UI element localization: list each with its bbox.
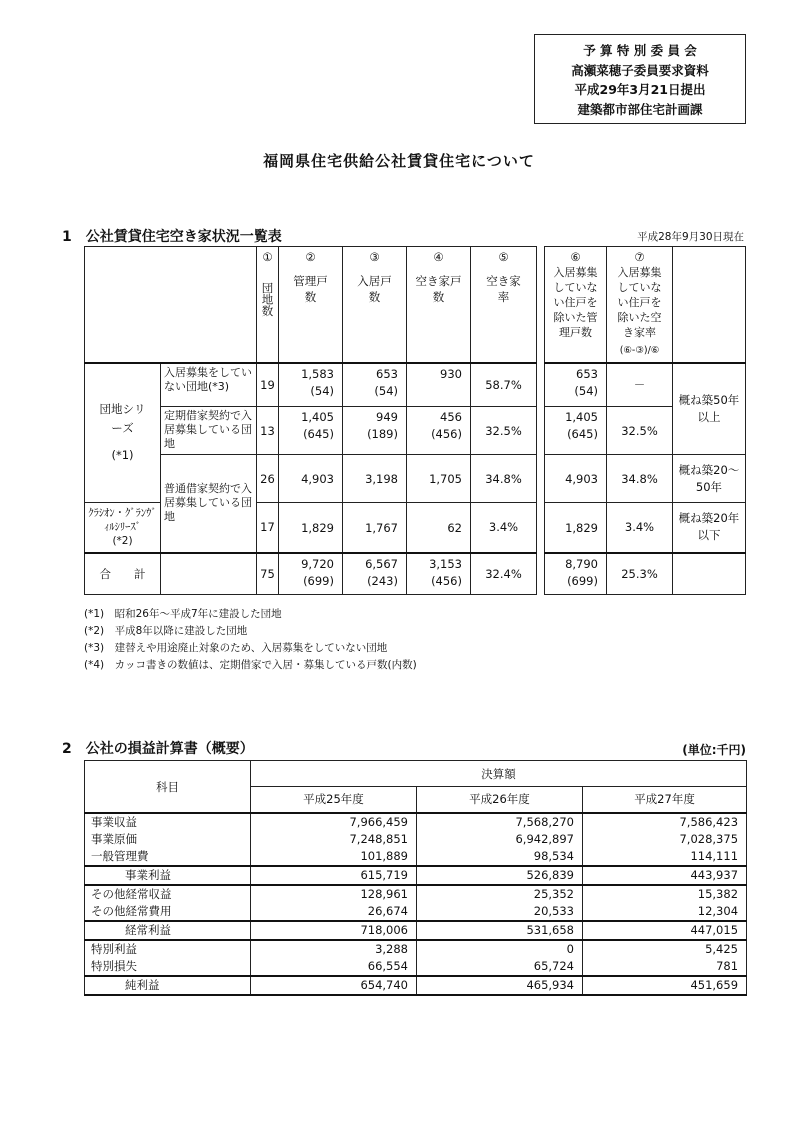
value-cell: 7,028,375 bbox=[583, 831, 747, 848]
value-cell: 7,248,851 bbox=[251, 831, 417, 848]
cell-c6: 1,405 (645) bbox=[545, 407, 607, 455]
submission-stamp bbox=[534, 34, 746, 124]
cell-c5: 3.4% bbox=[471, 503, 537, 553]
group-crasion: ｸﾗｼｵﾝ・ｸﾞﾗﾝｳﾞｨﾙｼﾘｰｽﾞ (*2) bbox=[85, 503, 161, 553]
cell-c4: 62 bbox=[407, 503, 471, 553]
income-statement-table bbox=[84, 760, 747, 996]
value-cell: 5,425 bbox=[583, 940, 747, 958]
cell-c6: 1,829 bbox=[545, 503, 607, 553]
footnote: (*2) 平成8年以降に建設した団地 bbox=[84, 625, 248, 637]
value-cell: 447,015 bbox=[583, 921, 747, 940]
value-cell: 15,382 bbox=[583, 885, 747, 903]
cell-c1: 17 bbox=[257, 503, 279, 553]
cell-c2: 1,405 (645) bbox=[279, 407, 343, 455]
cell-c1: 75 bbox=[257, 553, 279, 595]
header-c7: ⑦ 入居募集していない住戸を除いた空き家率 (⑥-③)/⑥ bbox=[607, 247, 673, 363]
cell-c6: 8,790 (699) bbox=[545, 553, 607, 595]
value-cell: 6,942,897 bbox=[417, 831, 583, 848]
total-label: 合 計 bbox=[85, 553, 161, 595]
header-year: 平成26年度 bbox=[417, 787, 583, 813]
value-cell: 98,534 bbox=[417, 848, 583, 866]
vacancy-table-adjusted bbox=[544, 246, 746, 595]
cell-c6: 653 (54) bbox=[545, 363, 607, 407]
value-cell: 451,659 bbox=[583, 976, 747, 995]
table-row bbox=[545, 503, 746, 553]
value-cell: 25,352 bbox=[417, 885, 583, 903]
value-cell: 615,719 bbox=[251, 866, 417, 885]
value-cell: 718,006 bbox=[251, 921, 417, 940]
value-cell: 66,554 bbox=[251, 958, 417, 976]
row-label: その他経常費用 bbox=[85, 903, 251, 921]
row-label: 特別損失 bbox=[85, 958, 251, 976]
cell-c1: 13 bbox=[257, 407, 279, 455]
cell-c3: 3,198 bbox=[343, 455, 407, 503]
header-year: 平成25年度 bbox=[251, 787, 417, 813]
table-row bbox=[545, 455, 746, 503]
cell-c7: 25.3% bbox=[607, 553, 673, 595]
subtotal-row bbox=[85, 921, 747, 940]
cell-c2: 4,903 bbox=[279, 455, 343, 503]
footnotes bbox=[84, 606, 417, 674]
table-row bbox=[85, 503, 537, 553]
cell-c4: 1,705 bbox=[407, 455, 471, 503]
total-row bbox=[85, 553, 537, 595]
row-label: 事業利益 bbox=[85, 866, 251, 885]
total-blank bbox=[673, 553, 746, 595]
cell-c4: 3,153 (456) bbox=[407, 553, 471, 595]
header-c2: ② 管理戸数 bbox=[279, 247, 343, 363]
row-label: 特別利益 bbox=[85, 940, 251, 958]
value-cell: 128,961 bbox=[251, 885, 417, 903]
value-cell: 781 bbox=[583, 958, 747, 976]
table-row bbox=[85, 885, 747, 903]
row-label: 純利益 bbox=[85, 976, 251, 995]
cell-c2: 1,583 (54) bbox=[279, 363, 343, 407]
age-note: 概ね築50年以上 bbox=[673, 363, 746, 455]
header-age-blank bbox=[673, 247, 746, 363]
value-cell: 114,111 bbox=[583, 848, 747, 866]
group-danchi: 団地シリーズ (*1) bbox=[85, 363, 161, 503]
stamp-committee: 予 算 特 別 委 員 会 bbox=[583, 43, 697, 58]
value-cell: 531,658 bbox=[417, 921, 583, 940]
header-c3: ③ 入居戸数 bbox=[343, 247, 407, 363]
stamp-department: 建築都市部住宅計画課 bbox=[577, 101, 703, 117]
cell-c3: 1,767 bbox=[343, 503, 407, 553]
total-row bbox=[545, 553, 746, 595]
table-row bbox=[85, 958, 747, 976]
vacancy-table-main bbox=[84, 246, 537, 595]
cell-c5: 32.5% bbox=[471, 407, 537, 455]
value-cell: 443,937 bbox=[583, 866, 747, 885]
cell-c3: 6,567 (243) bbox=[343, 553, 407, 595]
value-cell: 101,889 bbox=[251, 848, 417, 866]
header-c6: ⑥ 入居募集していない住戸を除いた管理戸数 bbox=[545, 247, 607, 363]
value-cell: 7,586,423 bbox=[583, 813, 747, 831]
cell-c5: 32.4% bbox=[471, 553, 537, 595]
row-label: その他経常収益 bbox=[85, 885, 251, 903]
table-header-row bbox=[85, 247, 537, 363]
cell-c4: 930 bbox=[407, 363, 471, 407]
row-label: 定期借家契約で入居募集している団地 bbox=[161, 407, 257, 455]
total-blank bbox=[161, 553, 257, 595]
cell-c7: 3.4% bbox=[607, 503, 673, 553]
cell-c7: 34.8% bbox=[607, 455, 673, 503]
table-row bbox=[85, 363, 537, 407]
cell-c6: 4,903 bbox=[545, 455, 607, 503]
cell-c7: － bbox=[607, 363, 673, 407]
header-year: 平成27年度 bbox=[583, 787, 747, 813]
stamp-requester: 高瀬菜穂子委員要求資料 bbox=[571, 62, 709, 78]
cell-c3: 653 (54) bbox=[343, 363, 407, 407]
cell-c7: 32.5% bbox=[607, 407, 673, 455]
subtotal-row bbox=[85, 866, 747, 885]
row-label: 経常利益 bbox=[85, 921, 251, 940]
row-label: 事業原価 bbox=[85, 831, 251, 848]
cell-c2: 1,829 bbox=[279, 503, 343, 553]
section2-heading: 2 公社の損益計算書（概要） bbox=[62, 741, 254, 757]
table-row bbox=[85, 813, 747, 831]
cell-c5: 58.7% bbox=[471, 363, 537, 407]
age-note: 概ね築20年以下 bbox=[673, 503, 746, 553]
value-cell: 0 bbox=[417, 940, 583, 958]
table-header-row bbox=[85, 761, 747, 787]
row-label: 事業収益 bbox=[85, 813, 251, 831]
section1-heading: 1 公社賃貸住宅空き家状況一覧表 bbox=[62, 229, 282, 245]
header-item: 科目 bbox=[85, 761, 251, 813]
row-label: 一般管理費 bbox=[85, 848, 251, 866]
table-row bbox=[545, 363, 746, 407]
stamp-date: 平成29年3月21日提出 bbox=[574, 82, 706, 97]
header-blank bbox=[85, 247, 257, 363]
value-cell: 3,288 bbox=[251, 940, 417, 958]
footnote: (*1) 昭和26年～平成7年に建設した団地 bbox=[84, 608, 282, 620]
header-c4: ④ 空き家戸数 bbox=[407, 247, 471, 363]
row-label: 入居募集をしていない団地(*3) bbox=[161, 363, 257, 407]
as-of-date: 平成28年9月30日現在 bbox=[637, 231, 744, 243]
table-row bbox=[85, 903, 747, 921]
value-cell: 654,740 bbox=[251, 976, 417, 995]
value-cell: 526,839 bbox=[417, 866, 583, 885]
value-cell: 7,568,270 bbox=[417, 813, 583, 831]
cell-c3: 949 (189) bbox=[343, 407, 407, 455]
table-row bbox=[85, 848, 747, 866]
table-row bbox=[85, 831, 747, 848]
row-label: 普通借家契約で入居募集している団地 bbox=[161, 455, 257, 553]
unit-label: (単位:千円) bbox=[682, 743, 746, 757]
value-cell: 7,966,459 bbox=[251, 813, 417, 831]
cell-c1: 26 bbox=[257, 455, 279, 503]
cell-c4: 456 (456) bbox=[407, 407, 471, 455]
table-row bbox=[85, 940, 747, 958]
value-cell: 12,304 bbox=[583, 903, 747, 921]
cell-c5: 34.8% bbox=[471, 455, 537, 503]
cell-c1: 19 bbox=[257, 363, 279, 407]
document-title: 福岡県住宅供給公社賃貸住宅について bbox=[263, 152, 535, 170]
subtotal-row bbox=[85, 976, 747, 995]
value-cell: 20,533 bbox=[417, 903, 583, 921]
cell-c2: 9,720 (699) bbox=[279, 553, 343, 595]
table-header-row bbox=[545, 247, 746, 363]
header-c5: ⑤ 空き家率 bbox=[471, 247, 537, 363]
age-note: 概ね築20～50年 bbox=[673, 455, 746, 503]
value-cell: 465,934 bbox=[417, 976, 583, 995]
header-settlement: 決算額 bbox=[251, 761, 747, 787]
footnote: (*3) 建替えや用途廃止対象のため、入居募集をしていない団地 bbox=[84, 642, 388, 654]
value-cell: 65,724 bbox=[417, 958, 583, 976]
header-c1: ① 団地数 bbox=[257, 247, 279, 363]
value-cell: 26,674 bbox=[251, 903, 417, 921]
footnote: (*4) カッコ書きの数値は、定期借家で入居・募集している戸数(内数) bbox=[84, 659, 417, 671]
